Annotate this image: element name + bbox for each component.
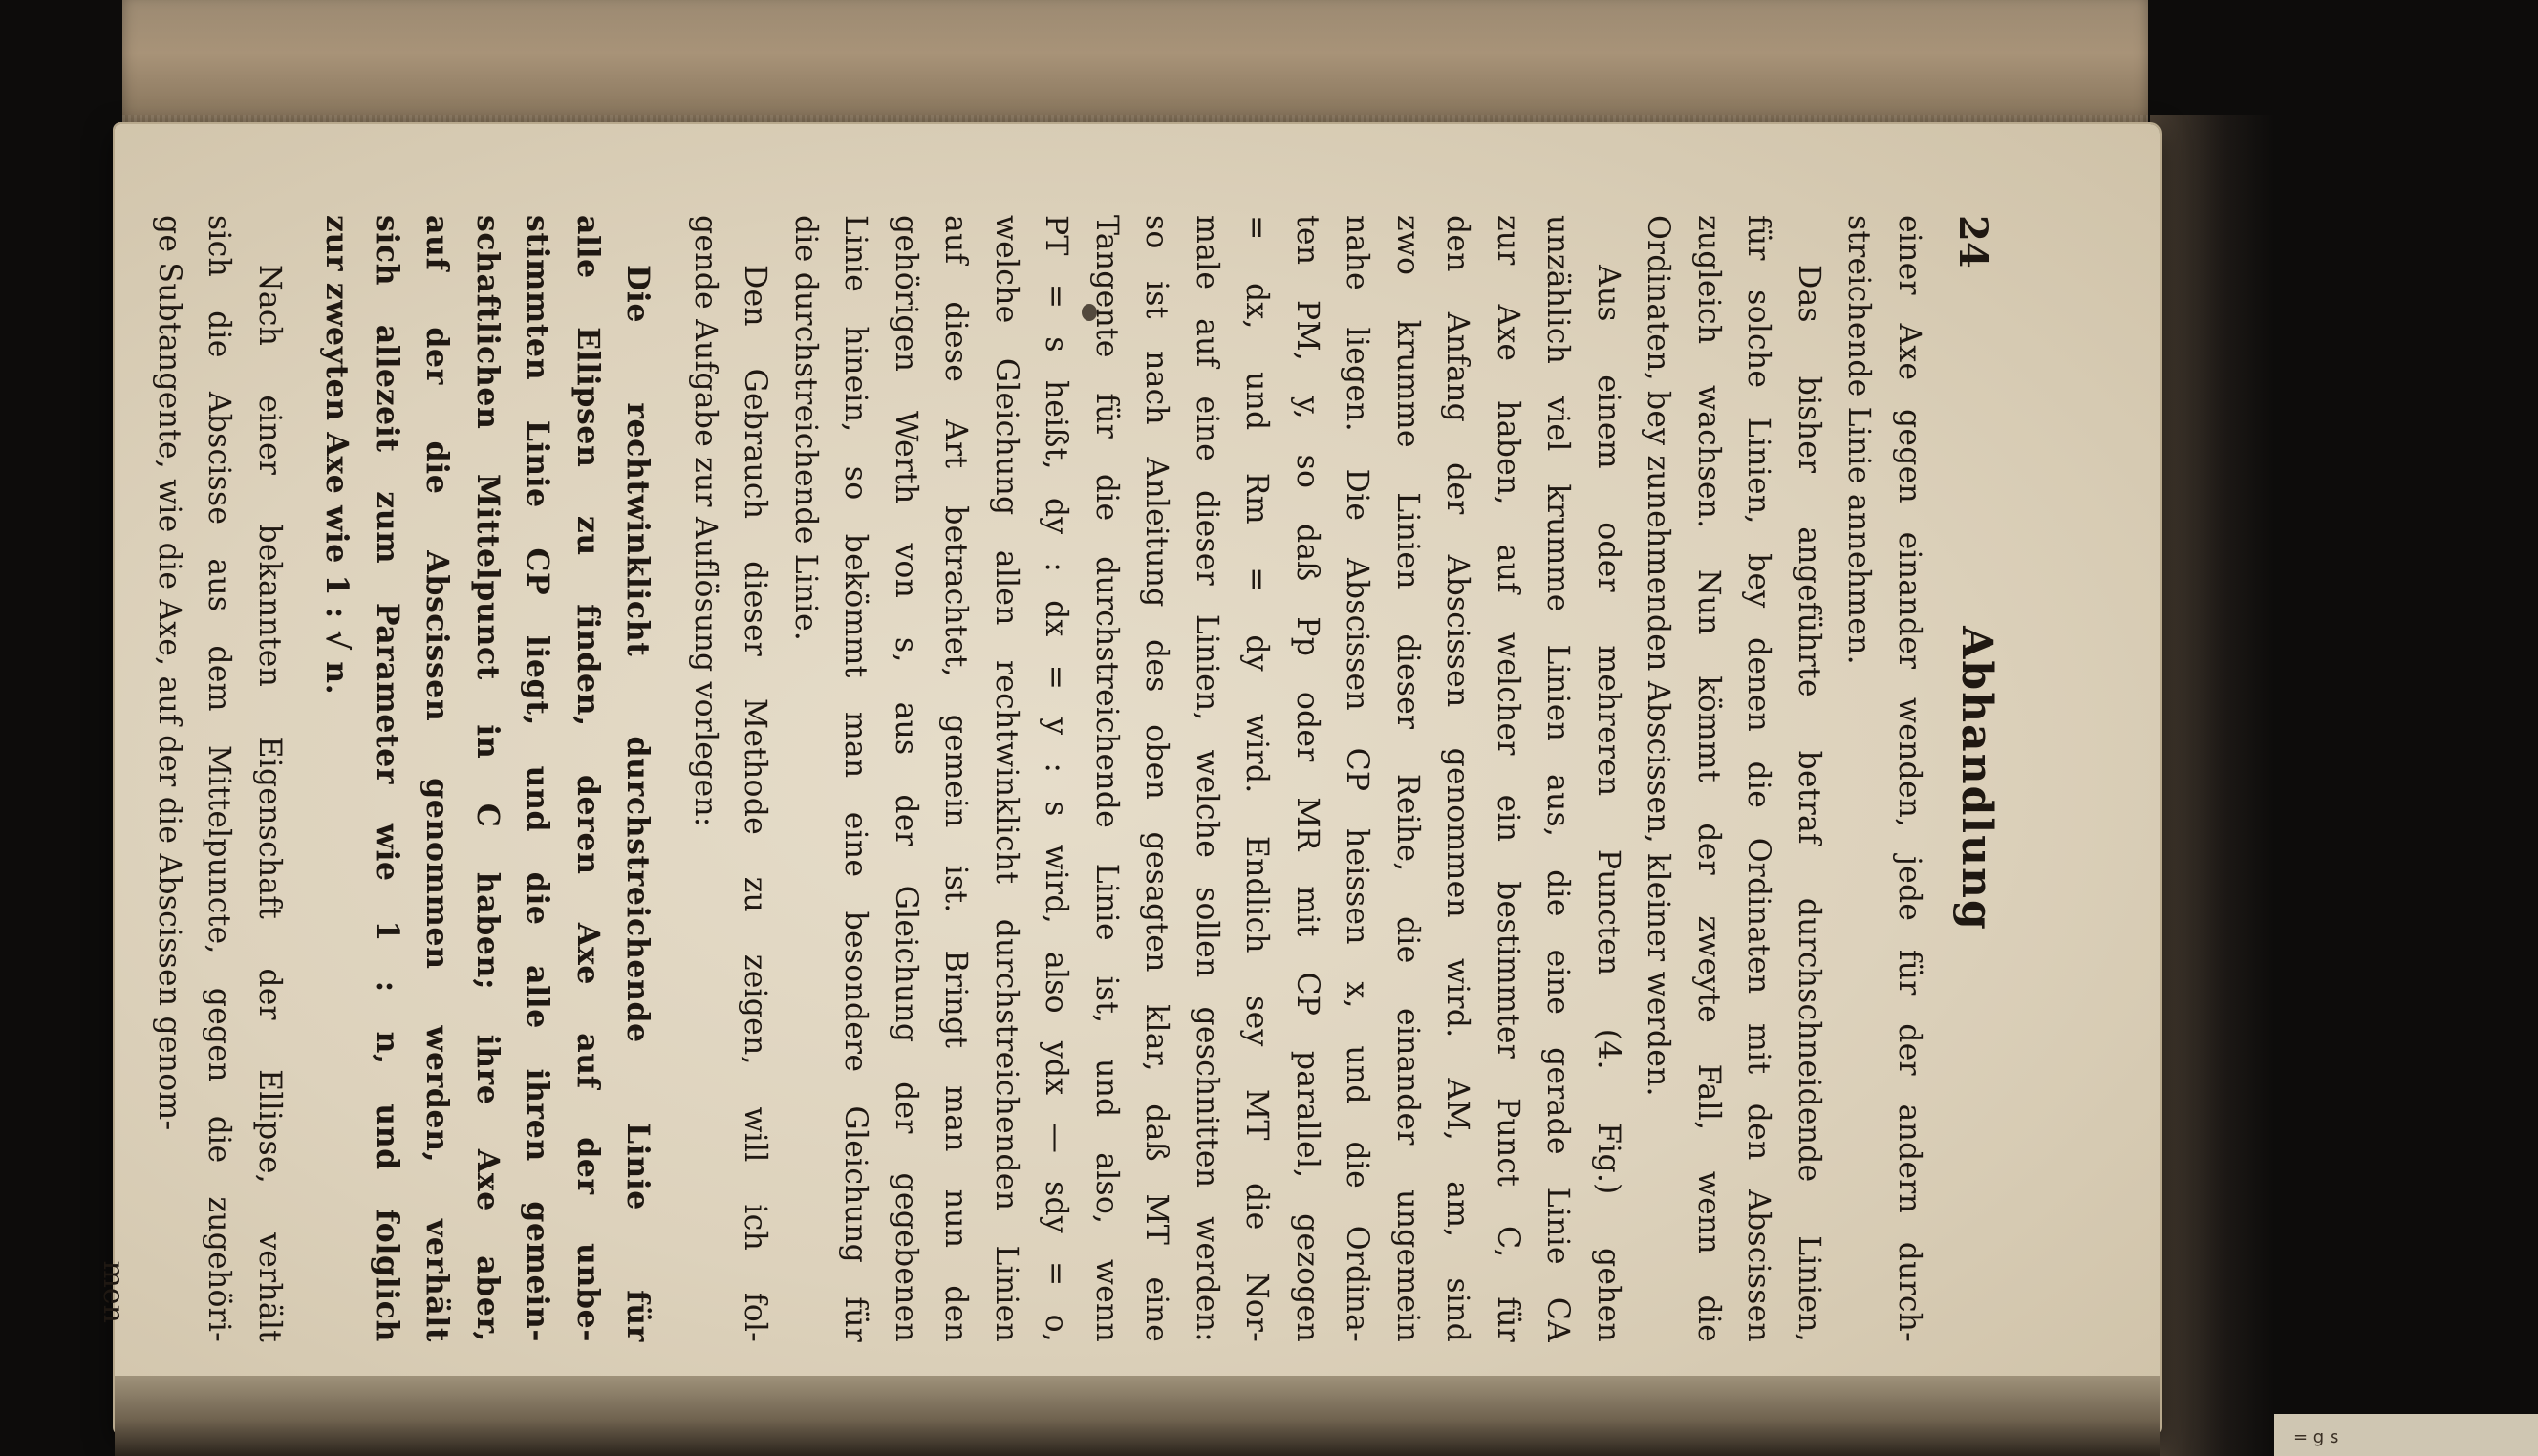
text-line: Tangente für die durchstreichende Linie ist, und also, wenn	[1089, 215, 1124, 1342]
paragraph	[312, 215, 663, 1342]
body-text	[144, 215, 1935, 1342]
text-line: Das bisher angeführte betraf durchschneidende Linien,	[1792, 265, 1826, 1342]
text-line: male auf eine dieser Linien, welche sollen geschnitten werden:	[1190, 215, 1224, 1342]
text-line: zwo krumme Linien dieser Reihe, die einander ungemein	[1390, 215, 1425, 1342]
text-line: Den Gebrauch dieser Methode zu zeigen, will ich fol-	[738, 265, 773, 1342]
text-line: zur zweyten Axe wie 1 : √ n.	[319, 215, 355, 696]
text-line: welche Gleichung allen rechtwinklicht durchstreichenden Linien	[989, 215, 1023, 1342]
text-line: Nach einer bekannten Eigenschaft der Ellipse, verhält	[252, 265, 287, 1342]
text-line: unzählich viel krumme Linien aus, die eine gerade Linie CA	[1540, 215, 1576, 1342]
text-line: zugleich wachsen. Nun kömmt der zweyte Fall, wenn die	[1691, 215, 1726, 1342]
paragraph	[1633, 215, 1834, 1342]
page-number: 24	[1950, 215, 1995, 268]
text-line: einer Axe gegen einander wenden, jede für der andern durch-	[1892, 215, 1926, 1342]
text-line: gende Aufgabe zur Auflösung vorlegen:	[688, 215, 722, 827]
text-line: den Anfang der Abscissen genommen wird. AM, am, sind	[1440, 215, 1475, 1342]
text-line: auf der die Abscissen genommen werden, verhält	[419, 215, 456, 1342]
text-line: Aus einem oder mehreren Puncten (4. Fig.) gehen	[1591, 265, 1625, 1342]
text-line: gehörigen Werth von s, aus der Gleichung der gegebenen	[889, 215, 923, 1342]
facing-page-fragment: = g s	[2293, 1427, 2339, 1447]
text-line: ten PM, y, so daß Pp oder MR mit CP parallel, gezogen	[1290, 215, 1324, 1342]
text-line: die durchstreichende Linie.	[788, 215, 823, 642]
text-line: streichende Linie annehmen.	[1841, 215, 1877, 665]
text-line: Die rechtwinklicht durchstreichende Linie für	[620, 265, 656, 1342]
text-line: Linie hinein, so bekömmt man eine besondere Gleichung für	[838, 215, 873, 1342]
paragraph	[781, 215, 1634, 1342]
text-line: zur Axe haben, auf welcher ein bestimmter Punct C, für	[1491, 215, 1525, 1342]
text-line: auf diese Art betrachtet, gemein ist. Bringt man nun den	[938, 215, 974, 1342]
page-text-block	[97, 215, 2001, 1342]
text-line: Ordinaten, bey zunehmenden Abscissen, kleiner werden.	[1641, 215, 1676, 1097]
paragraph	[1834, 215, 1934, 1342]
text-line: schaftlichen Mittelpunct in C haben; ihre Axe aber,	[470, 215, 505, 1342]
page-header	[1940, 215, 2001, 1342]
page-gutter	[115, 1376, 2160, 1456]
catchword: men	[97, 1260, 131, 1323]
text-line: alle Ellipsen zu finden, deren Axe auf der unbe-	[570, 215, 606, 1342]
paragraph	[680, 215, 781, 1342]
text-line: nahe liegen. Die Abscissen CP heissen x, und die Ordina-	[1340, 215, 1375, 1342]
text-line: PT = s heißt, dy : dx = y : s wird, also ydx — sdy = o,	[1039, 215, 1074, 1342]
text-line: ge Subtangente, wie die Axe, auf der die Abscissen genom-	[152, 215, 186, 1131]
text-line: = dx, und Rm = dy wird. Endlich sey MT die Nor-	[1239, 215, 1275, 1342]
text-line: sich allezeit zum Parameter wie 1 : n, und folglich	[370, 215, 405, 1342]
text-line: für solche Linien, bey denen die Ordinaten mit den Abscissen	[1741, 215, 1776, 1342]
text-line: stimmten Linie CP liegt, und die alle ihren gemein-	[520, 215, 556, 1342]
text-line: sich die Abscisse aus dem Mittelpuncte, gegen die zugehöri-	[202, 215, 237, 1342]
paragraph	[144, 215, 295, 1342]
book-binding	[2150, 115, 2274, 1456]
running-head: Abhandlung	[1952, 626, 2001, 931]
text-line: so ist nach Anleitung des oben gesagten klar, daß MT eine	[1139, 215, 1174, 1342]
